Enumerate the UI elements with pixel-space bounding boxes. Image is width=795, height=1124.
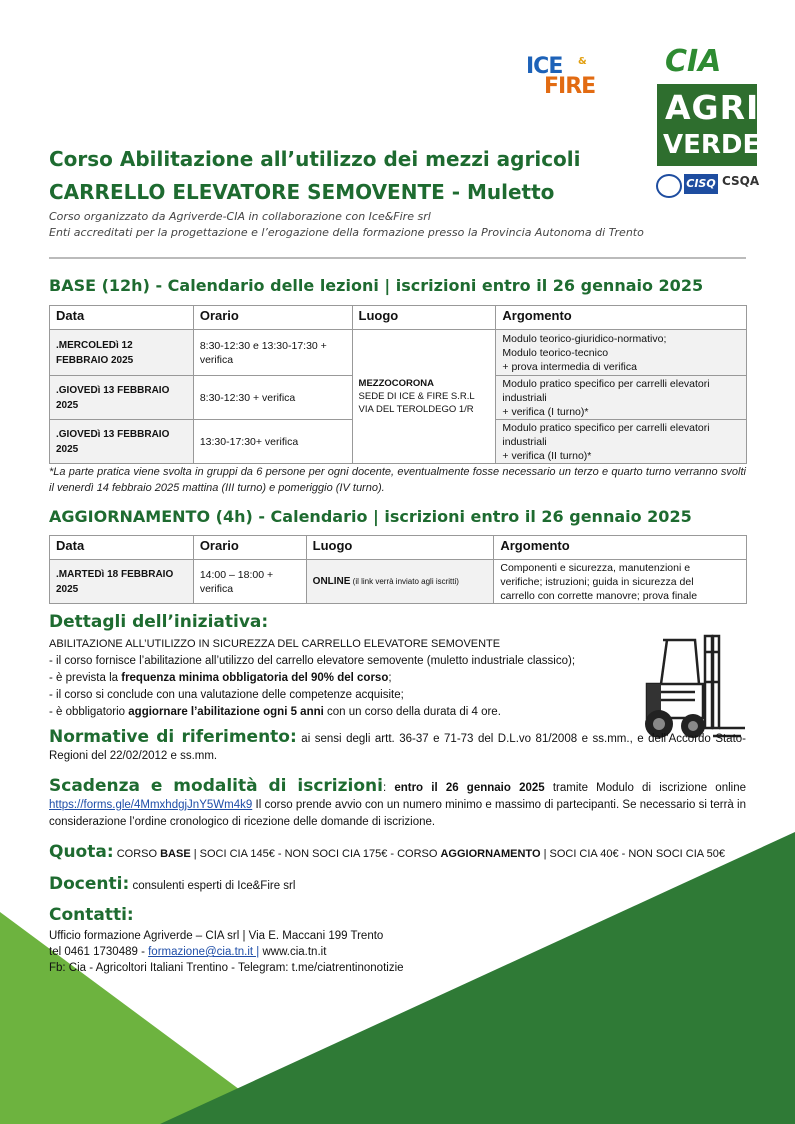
csqa-logo: CSQA: [722, 174, 760, 188]
details-list: [49, 636, 649, 721]
norms-paragraph: [49, 727, 746, 765]
text: | SOCI CIA 145€ - NON SOCI CIA 175€ - CORSO: [190, 848, 441, 860]
contacts-heading: Contatti:: [49, 905, 134, 925]
col-header-topic: Argomento: [496, 306, 747, 330]
certification-logos: [656, 172, 758, 196]
update-heading: AGGIORNAMENTO (4h) - Calendario | iscrizioni entro il 26 gennaio 2025: [49, 507, 692, 526]
time-line: 8:30-12:30 + verifica: [199, 391, 296, 404]
time-line: verifica: [199, 582, 234, 595]
table-header-row: [50, 536, 747, 560]
text: :: [382, 782, 395, 794]
row-time: [193, 376, 352, 420]
contact-line: Ufficio formazione Agriverde – CIA srl | Via E. Maccani 199 Trento: [49, 930, 384, 942]
time-line: 8:30-12:30 e 13:30-17:30 +: [199, 339, 327, 352]
date-line: .GIOVEDì 13 FEBBRAIO: [56, 428, 170, 440]
topic-line: Modulo pratico specifico per carrelli elevatori: [502, 377, 710, 390]
icefire-logo-ice: ICE: [526, 54, 563, 79]
details-item: - il corso fornisce l’abilitazione all’utilizzo del carrello elevatore semovente (muletto industriale classico);: [49, 655, 576, 667]
details-item: [49, 704, 649, 721]
col-header-location: Luogo: [306, 536, 494, 560]
agriverde-logo-verde: VERDE: [663, 130, 761, 160]
norms-label: Normative di riferimento:: [49, 727, 297, 747]
base-heading: BASE (12h) - Calendario delle lezioni | iscrizioni entro il 26 gennaio 2025: [49, 276, 704, 295]
row-location: [352, 330, 496, 464]
location-line: MEZZOCORONA: [358, 378, 435, 389]
cisq-logo: CISQ: [684, 174, 718, 194]
fee-label: Quota:: [49, 842, 114, 862]
contact-line: Fb: Cia - Agricoltori Italiani Trentino - Telegram: t.me/ciatrentinonotizie: [49, 962, 404, 974]
row-topic: [496, 420, 747, 464]
location-note: (il link verrà inviato agli iscritti): [350, 576, 459, 586]
deadline-paragraph: [49, 776, 746, 831]
topic-line: + verifica (I turno)*: [502, 405, 589, 418]
topic-line: carrello con corrette manovre; prova finale: [500, 589, 698, 602]
topic-line: Modulo teorico-giuridico-normativo;: [502, 332, 667, 345]
text: con un corso della durata di 4 ore.: [323, 706, 501, 718]
text: tel 0461 1730489 -: [49, 946, 149, 958]
topic-line: industriali: [502, 435, 547, 448]
topic-line: + verifica (II turno)*: [502, 449, 592, 462]
text: CORSO: [113, 848, 161, 860]
time-line: 14:00 – 18:00 +: [199, 568, 274, 581]
col-header-date: Data: [50, 536, 194, 560]
row-date: [50, 376, 194, 420]
col-header-location: Luogo: [352, 306, 496, 330]
details-item: - il corso si conclude con una valutazione delle competenze acquisite;: [49, 689, 404, 701]
text: | SOCI CIA 40€ - NON SOCI CIA 50€: [540, 848, 725, 860]
fee-paragraph: [49, 842, 746, 863]
subtitle-line1: Corso organizzato da Agriverde-CIA in collaborazione con Ice&Fire srl: [49, 210, 431, 223]
row-time: [193, 330, 352, 376]
date-line: FEBBRAIO 2025: [56, 354, 134, 366]
row-date: [50, 420, 194, 464]
location-line: SEDE DI ICE & FIRE S.R.L: [358, 391, 475, 402]
row-time: [193, 420, 352, 464]
registration-form-link[interactable]: https://forms.gle/4MmxhdgjJnY5Wm4k9: [49, 799, 253, 811]
teachers-label: Docenti:: [49, 874, 130, 894]
row-time: [193, 560, 306, 604]
row-topic: [496, 376, 747, 420]
date-line: 2025: [56, 583, 79, 595]
text-bold: AGGIORNAMENTO: [440, 848, 541, 860]
col-header-date: Data: [50, 306, 194, 330]
teachers-paragraph: [49, 874, 746, 895]
text-bold: frequenza minima obbligatoria del 90% del corso: [121, 672, 389, 684]
icefire-logo-fire: FIRE: [544, 74, 596, 99]
time-line: 13:30-17:30+ verifica: [199, 435, 299, 448]
row-topic: [496, 330, 747, 376]
date-line: 2025: [56, 399, 79, 411]
email-link[interactable]: formazione@cia.tn.it |: [148, 946, 260, 958]
time-line: verifica: [199, 353, 234, 366]
row-location: [306, 560, 494, 604]
deadline-label: Scadenza e modalità di iscrizioni: [49, 776, 383, 796]
text: consulenti esperti di Ice&Fire srl: [129, 880, 296, 892]
table-row: [50, 560, 747, 604]
text: Il corso prende avvio con un numero minimo e massimo di partecipanti. Se necessario si terrà in considerazione l’ordine cronologico di ricezione delle domande di iscrizione.: [49, 799, 746, 828]
agriverde-logo-box: [657, 84, 761, 166]
contacts-block: [49, 928, 404, 976]
details-intro: ABILITAZIONE ALL’UTILIZZO IN SICUREZZA DEL CARRELLO ELEVATORE SEMOVENTE: [49, 638, 501, 650]
table-header-row: [50, 306, 747, 330]
topic-line: + prova intermedia di verifica: [502, 360, 637, 373]
row-date: [50, 330, 194, 376]
contact-line: [49, 944, 404, 960]
topic-line: Modulo pratico specifico per carrelli elevatori: [502, 421, 710, 434]
row-topic: [494, 560, 747, 604]
topic-line: Modulo teorico-tecnico: [502, 346, 609, 359]
text: tramite Modulo di iscrizione online: [544, 782, 746, 794]
page-title-line1: Corso Abilitazione all’utilizzo dei mezzi agricoli: [49, 147, 581, 171]
col-header-time: Orario: [193, 536, 306, 560]
rina-seal-icon: [656, 174, 682, 198]
col-header-time: Orario: [193, 306, 352, 330]
agriverde-logo-cia: CIA: [665, 44, 722, 79]
details-item: [49, 670, 649, 687]
base-footnote: *La parte pratica viene svolta in gruppi da 6 persone per ogni docente, eventualmente fosse necessario un terzo e quarto turno verranno svolti il venerdì 14 febbraio 2025 mattina (III turno) e pomeriggio (IV turno).: [49, 466, 746, 494]
topic-line: verifiche; istruzioni; guida in sicurezza del: [500, 575, 694, 588]
text-bold: BASE: [160, 848, 191, 860]
subtitle-line2: Enti accreditati per la progettazione e l’erogazione della formazione presso la Provincia Autonoma di Trento: [49, 226, 644, 239]
row-date: [50, 560, 194, 604]
text: www.cia.tn.it: [259, 946, 327, 958]
text-bold: aggiornare l’abilitazione ogni 5 anni: [128, 706, 324, 718]
date-line: .MERCOLEDì 12: [56, 339, 133, 351]
location-online: ONLINE: [312, 575, 351, 587]
location-line: VIA DEL TEROLDEGO 1/R: [358, 404, 474, 415]
deadline-date: entro il 26 gennaio 2025: [394, 782, 545, 794]
date-line: .GIOVEDì 13 FEBBRAIO: [56, 384, 170, 396]
icefire-logo-amp: &: [578, 56, 587, 67]
norms-text: ai sensi degli artt. 36-37 e 71-73 del D.L.vo 81/2008 e ss.mm., e dell’Accordo Stato-Regioni del 22/02/2012 e ss.mm.: [49, 733, 746, 762]
text: - è obbligatorio: [49, 706, 129, 718]
date-line: 2025: [56, 443, 79, 455]
table-row: [50, 330, 747, 376]
base-schedule-table: [49, 305, 747, 464]
date-line: .MARTEDì 18 FEBBRAIO: [56, 568, 174, 580]
col-header-topic: Argomento: [494, 536, 747, 560]
divider: [49, 257, 746, 259]
topic-line: Componenti e sicurezza, manutenzioni e: [500, 561, 691, 574]
update-schedule-table: [49, 535, 747, 604]
agriverde-logo-agri: AGRI: [665, 88, 760, 127]
topic-line: industriali: [502, 391, 547, 404]
details-heading: Dettagli dell’iniziativa:: [49, 612, 269, 632]
agriverde-logo: [657, 44, 761, 166]
icefire-logo: [522, 50, 630, 106]
page-title-line2: CARRELLO ELEVATORE SEMOVENTE - Muletto: [49, 180, 555, 204]
text: - è prevista la: [49, 672, 122, 684]
text: ;: [388, 672, 392, 684]
